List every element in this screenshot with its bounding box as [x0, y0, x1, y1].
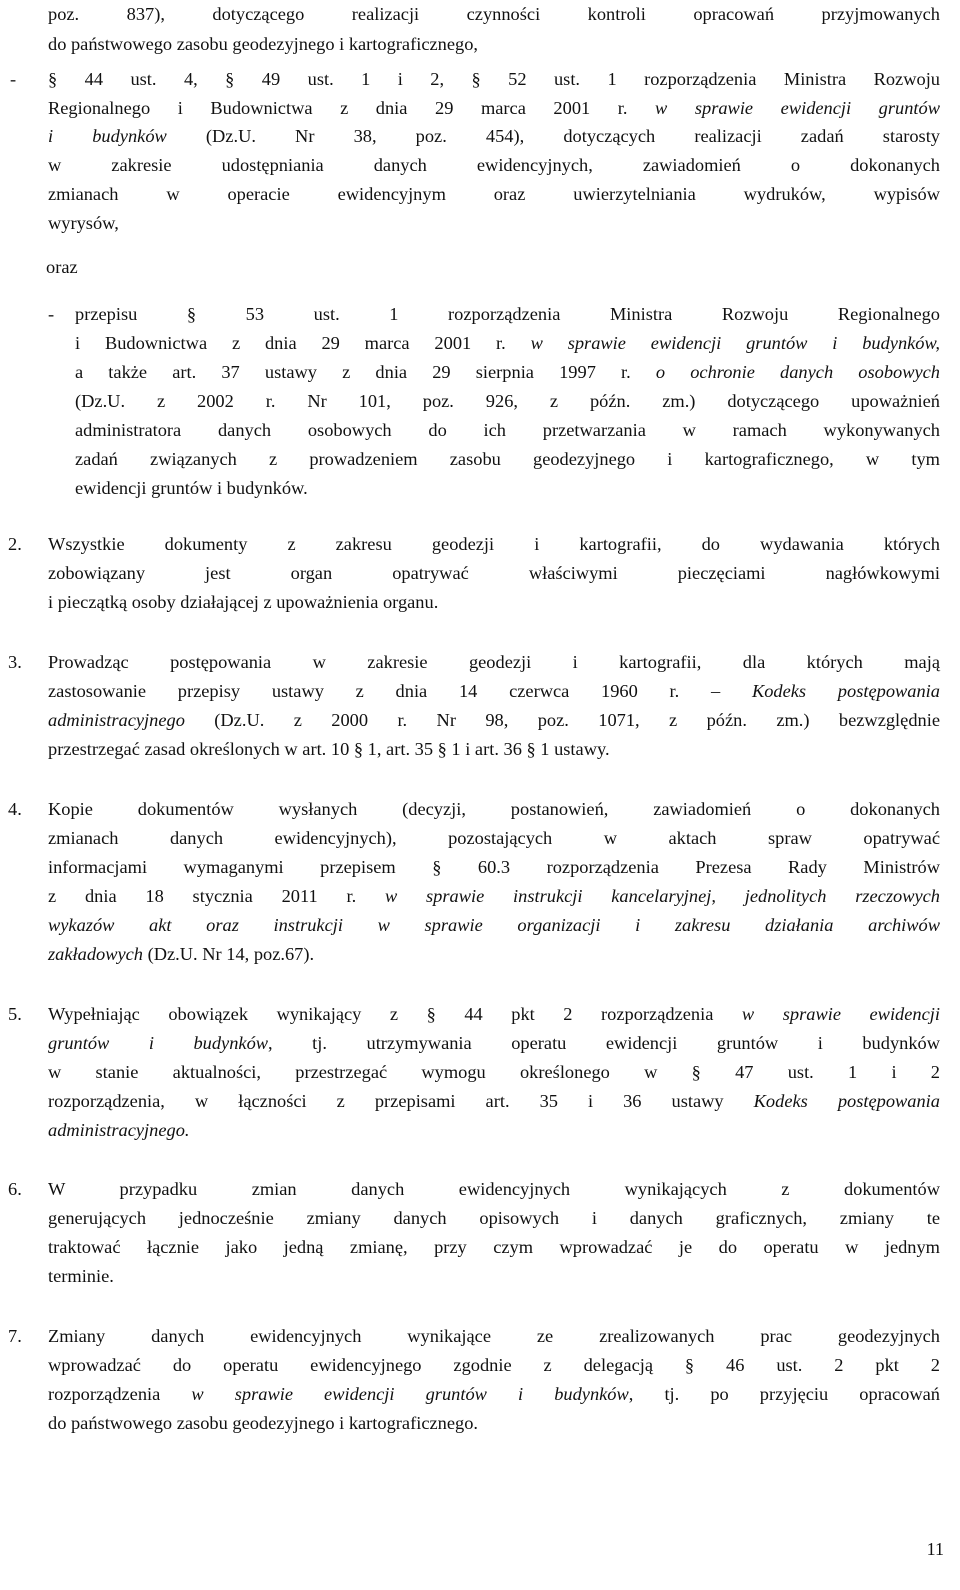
item6-line-2: generujących jednocześnie zmiany danych opisowych i danych graficznych, zmiany te [48, 1208, 940, 1228]
item4-line-2: zmianach danych ewidencyjnych), pozostających w aktach spraw opatrywać [48, 828, 940, 848]
bullet2-line-5: administratora danych osobowych do ich przetwarzania w ramach wykonywanych [75, 420, 940, 440]
italic-title: w sprawie ewidencji gruntów i budynków [191, 1384, 629, 1404]
bullet1-line-4: w zakresie udostępniania danych ewidencyjnych, zawiadomień o dokonanych [48, 155, 940, 175]
bullet-dash-1: - [10, 69, 17, 89]
item-number-7: 7. [8, 1326, 22, 1346]
item7-line-2: wprowadzać do operatu ewidencyjnego zgodnie z delegacją § 46 ust. 2 pkt 2 [48, 1355, 940, 1375]
item7-line-4: do państwowego zasobu geodezyjnego i kartograficznego. [48, 1413, 478, 1433]
item6-line-3: traktować łącznie jako jedną zmianę, przy czym wprowadzać je do operatu w jednym [48, 1237, 940, 1257]
item7-line-3: rozporządzenia w sprawie ewidencji gruntów i budynków, tj. po przyjęciu opracowań [48, 1384, 940, 1404]
intro-line-2: do państwowego zasobu geodezyjnego i kartograficznego, [48, 34, 478, 54]
item2-line-1: Wszystkie dokumenty z zakresu geodezji i kartografii, do wydawania których [48, 534, 940, 554]
item-number-2: 2. [8, 534, 22, 554]
item5-line-2: gruntów i budynków, tj. utrzymywania operatu ewidencji gruntów i budynków [48, 1033, 941, 1053]
bullet2-line-2: i Budownictwa z dnia 29 marca 2001 r. w sprawie ewidencji gruntów i budynków, [75, 333, 940, 353]
italic-title: administracyjnego [48, 710, 185, 730]
item5-line-4: rozporządzenia, w łączności z przepisami art. 35 i 36 ustawy Kodeks postępowania [48, 1091, 940, 1111]
item4-line-4: z dnia 18 stycznia 2011 r. w sprawie instrukcji kancelaryjnej, jednolitych rzeczowych [48, 886, 940, 906]
item3-line-3: administracyjnego (Dz.U. z 2000 r. Nr 98, poz. 1071, z późn. zm.) bezwzględnie [48, 710, 940, 730]
bullet-dash-2: - [48, 304, 55, 324]
item6-line-4: terminie. [48, 1266, 114, 1286]
item5-line-1: Wypełniając obowiązek wynikający z § 44 pkt 2 rozporządzenia w sprawie ewidencji [48, 1004, 940, 1024]
bullet1-line-6: wyrysów, [48, 213, 119, 233]
bullet2-line-1: przepisu § 53 ust. 1 rozporządzenia Ministra Rozwoju Regionalnego [75, 304, 940, 324]
italic-title: w sprawie ewidencji [741, 1004, 940, 1024]
page-number: 11 [926, 1539, 944, 1559]
item5-line-3: w stanie aktualności, przestrzegać wymogu określonego w § 47 ust. 1 i 2 [48, 1062, 940, 1082]
bullet1-line-3: i budynków (Dz.U. Nr 38, poz. 454), dotyczących realizacji zadań starosty [48, 126, 941, 146]
item5-line-5 [48, 1116, 190, 1144]
italic-title: Kodeks postępowania [753, 1091, 940, 1111]
item6-line-1: W przypadku zmian danych ewidencyjnych wynikających z dokumentów [48, 1179, 940, 1199]
bullet1-line-1: § 44 ust. 4, § 49 ust. 1 i 2, § 52 ust. 1 rozporządzenia Ministra Rozwoju [48, 69, 940, 89]
italic-title: wykazów akt oraz instrukcji w sprawie organizacji i zakresu działania archiwów [48, 915, 940, 935]
italic-title: w sprawie ewidencji gruntów [655, 98, 940, 118]
bullet2-line-4: (Dz.U. z 2002 r. Nr 101, poz. 926, z późn. zm.) dotyczącego upoważnień [75, 391, 940, 411]
item7-line-1: Zmiany danych ewidencyjnych wynikające ze zrealizowanych prac geodezyjnych [48, 1326, 940, 1346]
item-number-4: 4. [8, 799, 22, 819]
item3-line-4: przestrzegać zasad określonych w art. 10 § 1, art. 35 § 1 i art. 36 § 1 ustawy. [48, 739, 610, 759]
item4-line-1: Kopie dokumentów wysłanych (decyzji, postanowień, zawiadomień o dokonanych [48, 799, 940, 819]
italic-title: w sprawie ewidencji gruntów i budynków, [530, 333, 940, 353]
intro-line-1: poz. 837), dotyczącego realizacji czynności kontroli opracowań przyjmowanych [48, 4, 940, 24]
bullet1-line-5: zmianach w operacie ewidencyjnym oraz uwierzytelniania wydruków, wypisów [48, 184, 940, 204]
bullet1-line-2: Regionalnego i Budownictwa z dnia 29 marca 2001 r. w sprawie ewidencji gruntów [48, 98, 940, 118]
bullet2-line-6: zadań związanych z prowadzeniem zasobu geodezyjnego i kartograficznego, w tym [75, 449, 940, 469]
item4-line-6: zakładowych (Dz.U. Nr 14, poz.67). [48, 944, 315, 964]
bullet2-line-3: a także art. 37 ustawy z dnia 29 sierpnia 1997 r. o ochronie danych osobowych [75, 362, 941, 382]
item-number-6: 6. [8, 1179, 22, 1199]
italic-title: o ochronie danych osobowych [655, 362, 941, 382]
bullet2-line-7: ewidencji gruntów i budynków. [75, 478, 308, 498]
item3-line-1: Prowadząc postępowania w zakresie geodezji i kartografii, dla których mają [48, 652, 940, 672]
item2-line-2: zobowiązany jest organ opatrywać właściwymi pieczęciami nagłówkowymi [48, 563, 940, 583]
italic-title: zakładowych [48, 944, 143, 964]
item2-line-3: i pieczątką osoby działającej z upoważnienia organu. [48, 592, 439, 612]
italic-title: i budynków [48, 126, 167, 146]
item-number-3: 3. [8, 652, 22, 672]
item3-line-2: zastosowanie przepisy ustawy z dnia 14 czerwca 1960 r. – Kodeks postępowania [48, 681, 940, 701]
item-number-5: 5. [8, 1004, 22, 1024]
italic-title: Kodeks postępowania [751, 681, 940, 701]
italic-title: administracyjnego. [48, 1120, 190, 1140]
connector-oraz: oraz [46, 257, 78, 277]
italic-title: w sprawie instrukcji kancelaryjnej, jednolitych rzeczowych [384, 886, 940, 906]
item4-line-3: informacjami wymaganymi przepisem § 60.3 rozporządzenia Prezesa Rady Ministrów [48, 857, 940, 877]
item4-line-5 [48, 911, 940, 939]
italic-title: gruntów i budynków [48, 1033, 269, 1053]
